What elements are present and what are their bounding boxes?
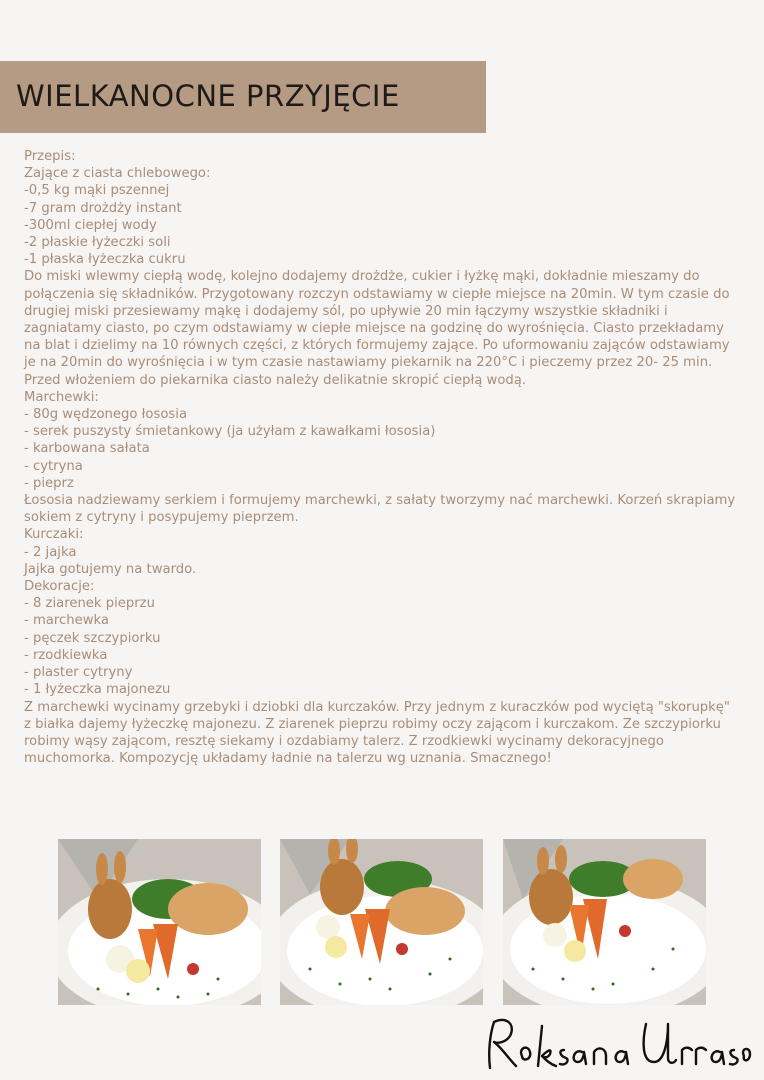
- title-banner: [0, 61, 486, 133]
- recipe-text: [24, 148, 742, 767]
- ingredient-item: - 8 ziarenek pieprzu: [24, 596, 155, 612]
- recipe-label: Przepis:: [24, 149, 76, 164]
- ingredient-item: - cytryna: [24, 458, 83, 474]
- section-heading-dekoracje: Dekoracje:: [24, 579, 95, 595]
- ingredient-item: - pieprz: [24, 475, 74, 491]
- section-heading-marchewki: Marchewki:: [24, 389, 99, 405]
- section-heading-zajace: Zające z ciasta chlebowego:: [24, 166, 211, 182]
- dish-photo-3: [503, 839, 706, 1005]
- ingredient-item: -0,5 kg mąki pszennej: [24, 183, 170, 199]
- ingredient-item: - serek puszysty śmietankowy (ja użyłam z kawałkami łososia): [24, 424, 436, 440]
- method-paragraph-kurczaki: Jajka gotujemy na twardo.: [24, 561, 197, 577]
- dish-photo-2: [280, 839, 483, 1005]
- photo-strip: [0, 839, 764, 1005]
- method-paragraph-zajace: Do miski wlewmy ciepłą wodę, kolejno dodajemy drożdże, cukier i łyżkę mąki, dokładnie mieszamy do połączenia się składników. Przygotowany rozczyn odstawiamy w ciepłe miejsce na 20min. W tym czasie do drugiej miski przesiewamy mąkę i dodajemy sól, po upływie 20 min łączymy wszystkie składniki i zagniatamy ciasto, po czym odstawiamy w ciepłe miejsce na godzinę do wyrośnięcia. Ciasto przekładamy na blat i dzielimy na 10 równych części, z których formujemy zające. Po uformowaniu zająców odstawiamy je na 20min do wyrośnięcia i w tym czasie nastawiamy piekarnik na 220°C i pieczemy przez 20- 25 min. Przed włożeniem do piekarnika ciasto należy delikatnie skropić ciepłą wodą.: [24, 269, 730, 388]
- method-paragraph-final: Z marchewki wycinamy grzebyki i dziobki dla kurczaków. Przy jednym z kuraczków pod wyciętą "skorupkę": [24, 699, 730, 715]
- ingredient-item: - rzodkiewka: [24, 647, 108, 663]
- ingredient-item: - 2 jajka: [24, 544, 77, 560]
- ingredient-item: -1 płaska łyżeczka cukru: [24, 252, 186, 268]
- method-paragraph-marchewki: Łososia nadziewamy serkiem i formujemy marchewki, z sałaty tworzymy nać marchewki. Korzeń skrapiamy sokiem z cytryny i posypujemy pieprzem.: [24, 493, 736, 526]
- ingredient-item: - pęczek szczypiorku: [24, 630, 161, 646]
- ingredient-item: - karbowana sałata: [24, 441, 150, 457]
- ingredient-item: - marchewka: [24, 613, 110, 629]
- ingredient-item: - 80g wędzonego łososia: [24, 407, 188, 423]
- ingredient-item: -7 gram drożdży instant: [24, 200, 182, 216]
- method-paragraph-final-2: z białka dajemy łyżeczkę majonezu. Z ziarenek pieprzu robimy oczy zającom i kurczakom. Ze szczypiorku robimy wąsy zającom, resztę siekamy i ozdabiamy talerz. Z rzodkiewki wycinamy dekoracyjnego muchomorka. Kompozycję układamy ładnie na talerzu wg uznania. Smacznego!: [24, 716, 722, 767]
- dish-photo-1: [58, 839, 261, 1005]
- section-heading-kurczaki: Kurczaki:: [24, 527, 84, 543]
- page-title: WIELKANOCNE PRZYJĘCIE: [16, 79, 400, 113]
- ingredient-item: -300ml ciepłej wody: [24, 217, 157, 233]
- ingredient-item: -2 płaskie łyżeczki soli: [24, 235, 171, 251]
- ingredient-item: - 1 łyżeczka majonezu: [24, 682, 171, 698]
- author-signature: [482, 1012, 752, 1074]
- ingredient-item: - plaster cytryny: [24, 665, 133, 681]
